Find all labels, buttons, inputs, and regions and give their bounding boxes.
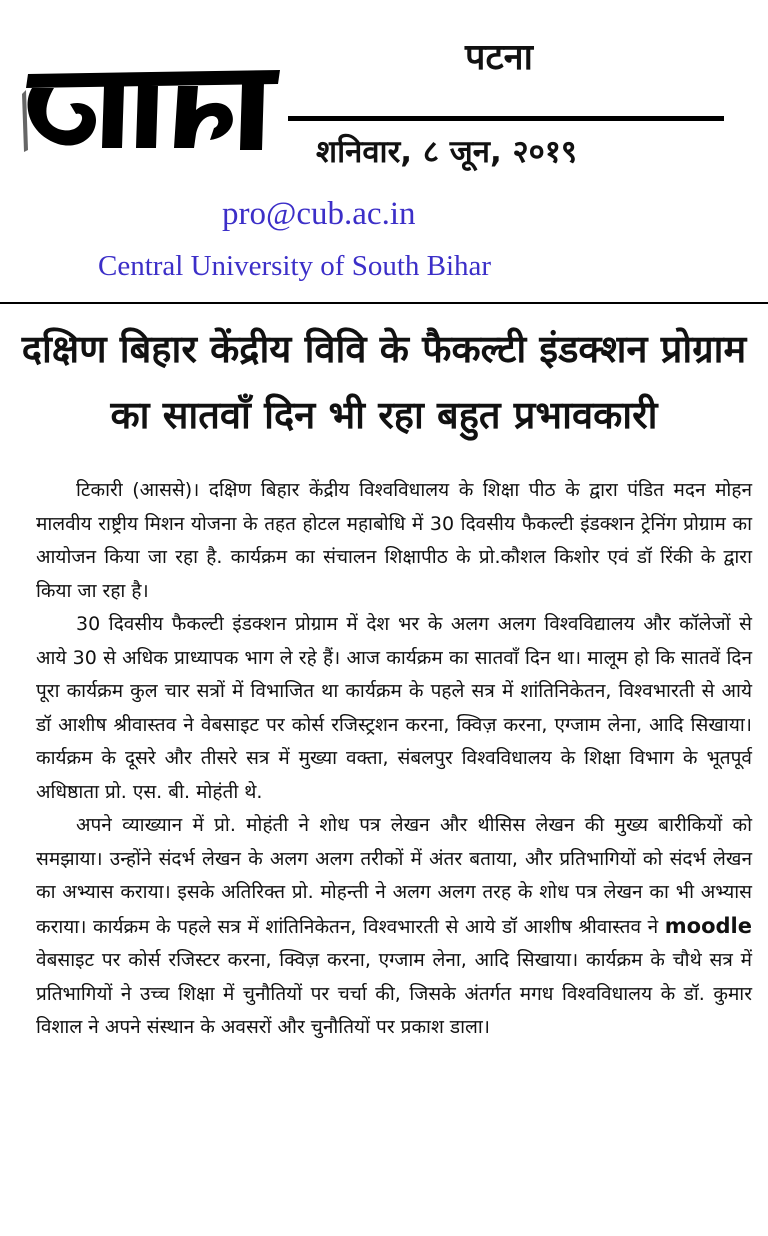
section-divider: [0, 302, 768, 304]
aaj-logo: [18, 64, 286, 156]
masthead-rule: [288, 116, 724, 121]
contact-email: pro@cub.ac.in: [222, 196, 416, 232]
university-name: Central University of South Bihar: [98, 250, 492, 282]
article-headline: दक्षिण बिहार केंद्रीय विवि के फैकल्टी इंडक्शन प्रोग्राम का सातवाँ दिन भी रहा बहुत प्रभावकारी: [21, 327, 747, 437]
article-paragraph: 30 दिवसीय फैकल्टी इंडक्शन प्रोग्राम में देश भर के अलग अलग विश्वविद्यालय और कॉलेजों से आये 30 से अधिक प्राध्यापक भाग ले रहे हैं। आज कार्यक्रम का सातवाँ दिन था। मालूम हो कि सातवें दिन पूरा कार्यक्रम कुल चार सत्रों में विभाजित था कार्यक्रम के पहले सत्र में शांतिनिकेतन, विश्वभारती से आये डॉ आशीष श्रीवास्तव ने वेबसाइट पर कोर्स रजिस्ट्रशन करना, क्विज़ करना, एग्जाम लेना, आदि सिखाया। कार्यक्रम के दूसरे और तीसरे सत्र में मुख्या वक्ता, संबलपुर विश्वविधालय के शिक्षा विभाग के भूतपूर्व अधिष्ठाता प्रो. एस. बी. मोहंती थे.: [36, 613, 752, 803]
publication-date: शनिवार, ८ जून, २०१९: [316, 134, 577, 170]
city-name: पटना: [465, 37, 533, 78]
article-paragraph: टिकारी (आससे)। दक्षिण बिहार केंद्रीय विश्वविधालय के शिक्षा पीठ के द्वारा पंडित मदन मोहन मालवीय राष्ट्रीय मिशन योजना के तहत होटल महाबोधि में 30 दिवसीय फैकल्टी इंडक्शन ट्रेनिंग प्रोग्राम का आयोजन किया जा रहा है. कार्यक्रम का संचालन शिक्षापीठ के प्रो.कौशल किशोर एवं डॉ रिंकी के द्वारा किया जा रहा है।: [36, 479, 752, 602]
moodle-term: moodle: [664, 913, 752, 938]
paragraph-text: वेबसाइट पर कोर्स रजिस्टर करना, क्विज़ करना, एग्जाम लेना, आदि सिखाया। कार्यक्रम के चौथे सत्र में प्रतिभागियों ने उच्च शिक्षा में चुनौतियों पर चर्चा की, जिसके अंतर्गत मगध विश्वविधालय के डॉ. कुमार विशाल ने अपने संस्थान के अवसरों और चुनौतियों पर प्रकाश डाला।: [36, 949, 752, 1038]
paragraph-text: अपने व्याख्यान में प्रो. मोहंती ने शोध पत्र लेखन और थीसिस लेखन की मुख्य बारीकियों को समझाया। उन्होंने संदर्भ लेखन के अलग अलग तरीकों में अंतर बताया, और प्रतिभागियों को संदर्भ लेखन का अभ्यास कराया। इसके अतिरिक्त प्रो. मोहन्ती ने अलग अलग तरह के शोध पत्र लेखन का भी अभ्यास कराया। कार्यक्रम के पहले सत्र में शांतिनिकेतन, विश्वभारती से आये डॉ आशीष श्रीवास्तव ने: [36, 814, 752, 938]
article-body: [36, 474, 752, 1045]
article-paragraph: [36, 809, 752, 1045]
